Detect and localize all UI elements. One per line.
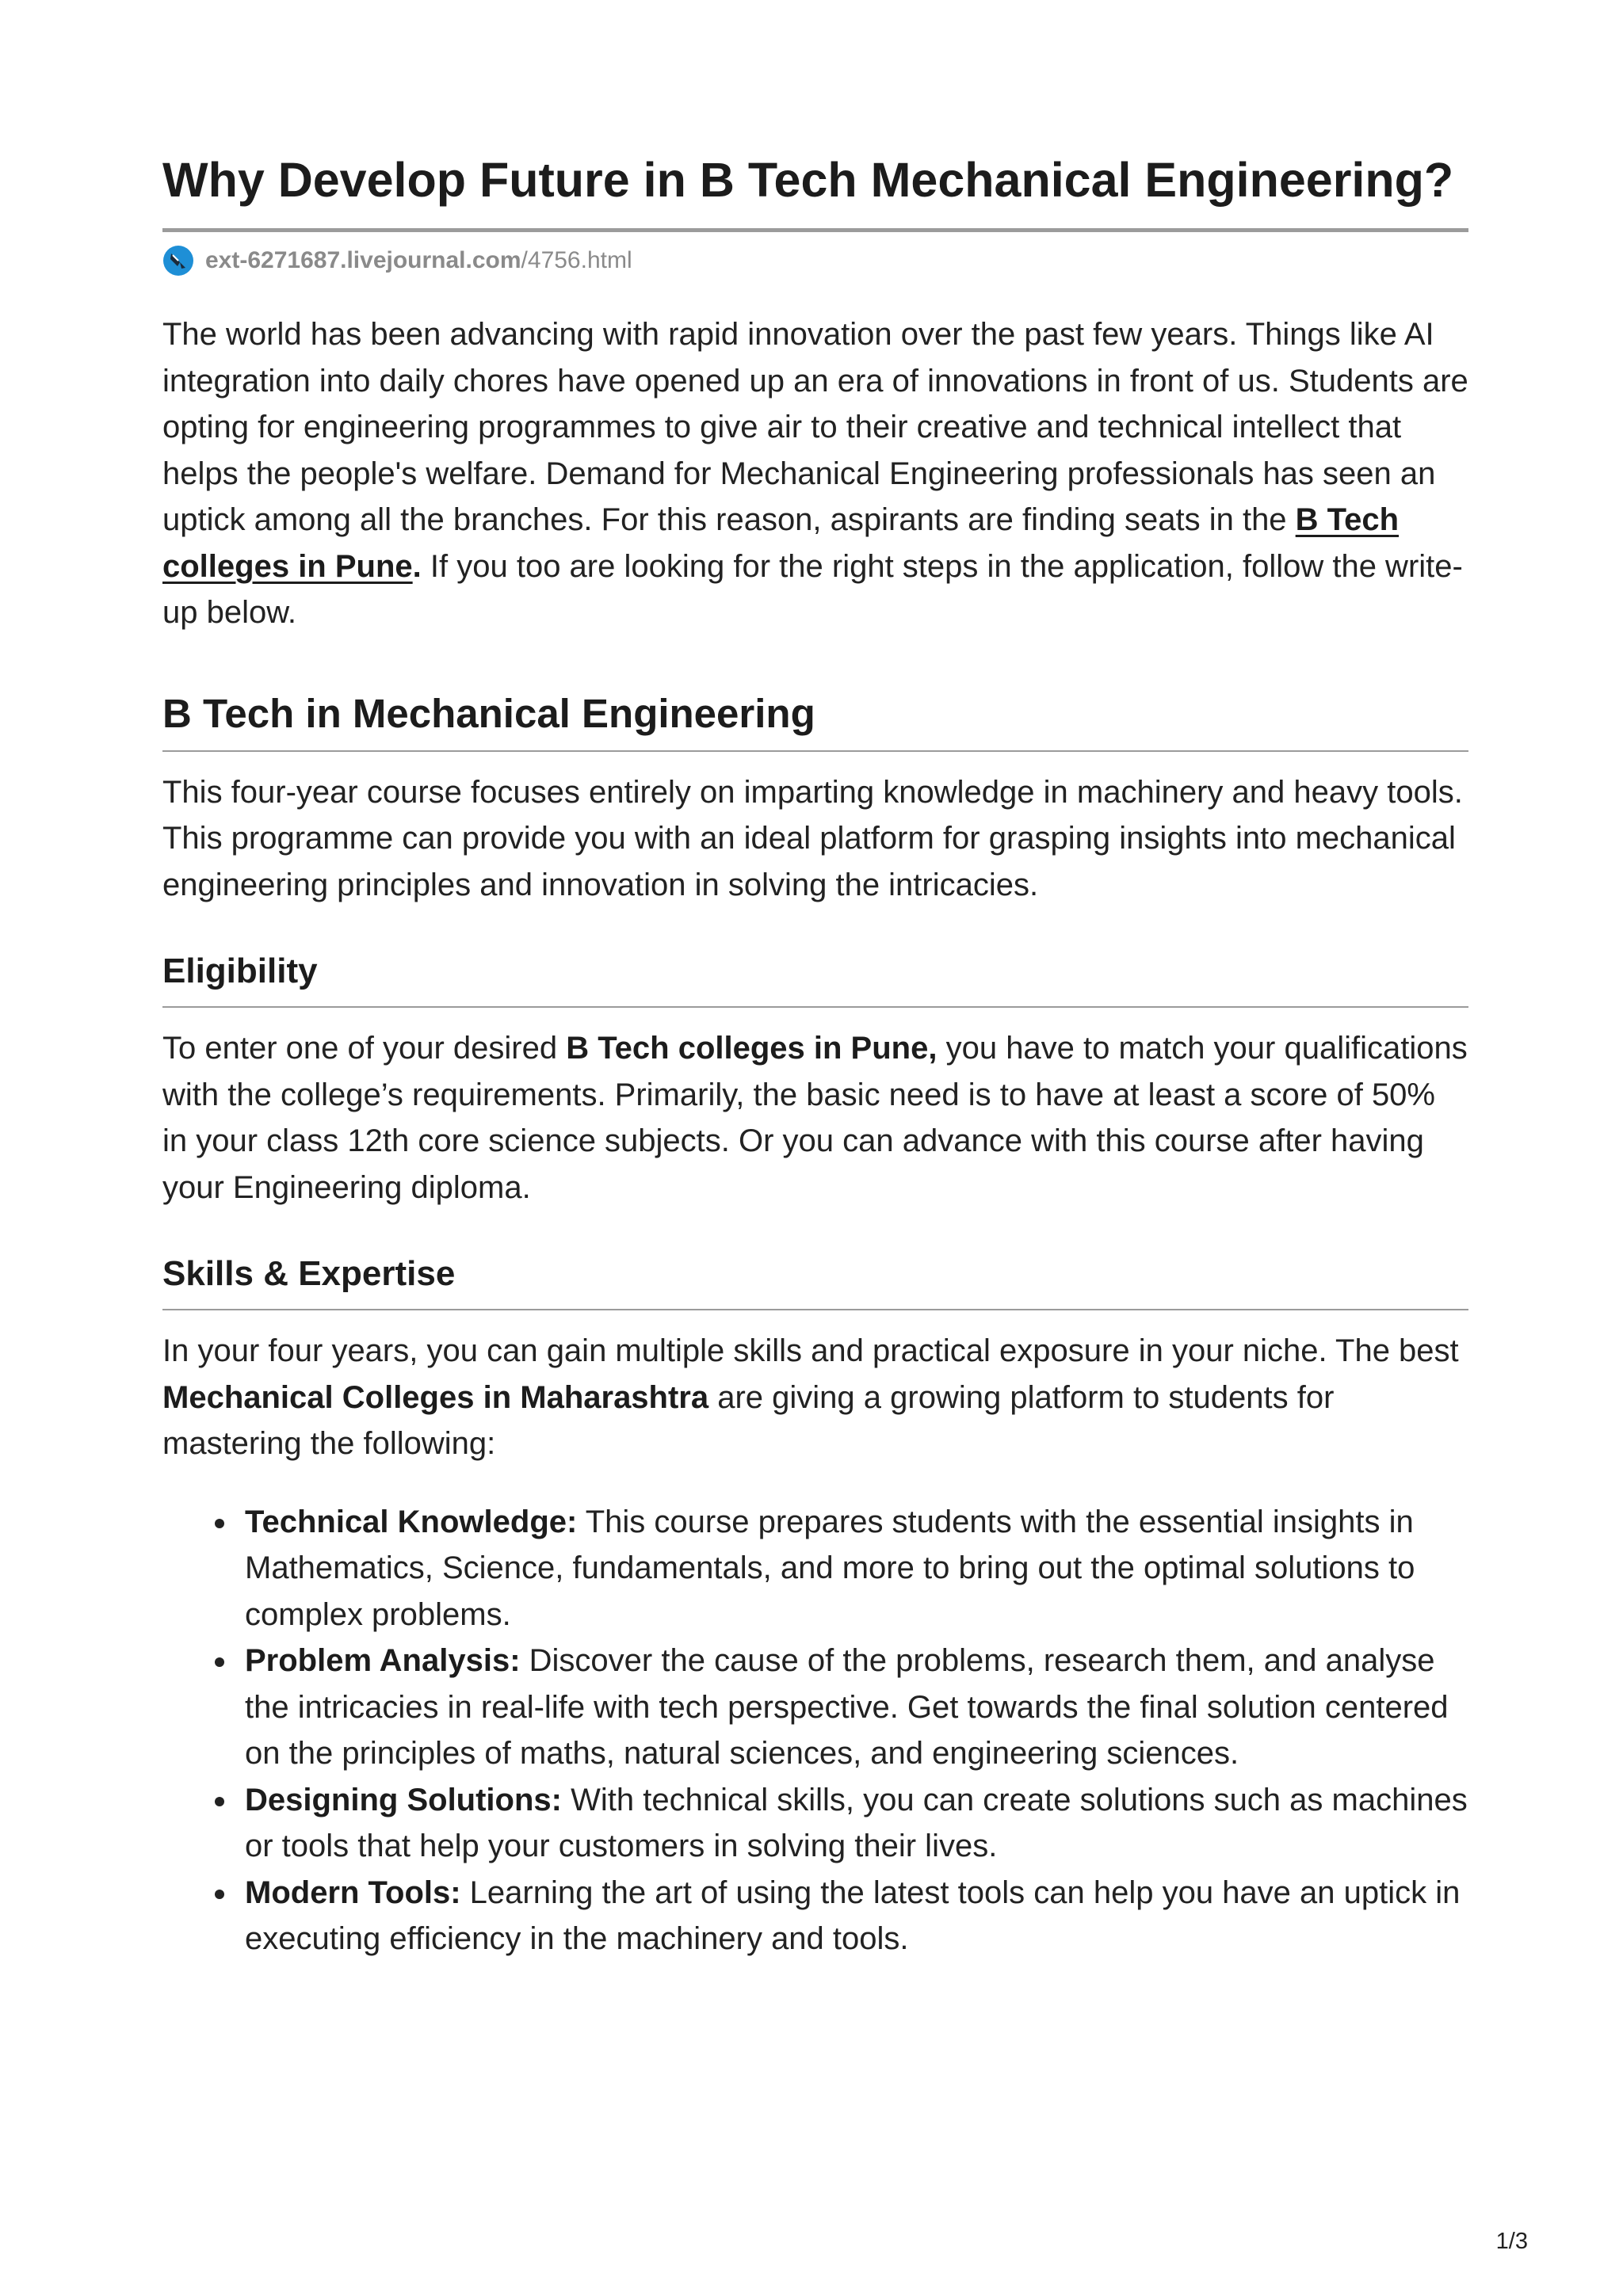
list-item <box>245 1870 1468 1962</box>
source-domain[interactable]: ext-6271687.livejournal.com <box>205 247 521 273</box>
source-path[interactable]: /4756.html <box>521 247 632 273</box>
document-page <box>162 151 1468 1962</box>
intro-link-period: . <box>412 548 422 584</box>
skills-paragraph <box>162 1328 1468 1467</box>
skills-text-start: In your four years, you can gain multiple skills and practical exposure in your niche. The best <box>162 1333 1459 1368</box>
section-heading-eligibility: Eligibility <box>162 949 1468 1008</box>
intro-text-start: The world has been advancing with rapid innovation over the past few years. Things like AI integration into daily chores have opened up an era of innovations in front of us. Students are opting for engineering programmes to give air to their creative and technical intellect that helps the people's welfare. Demand for Mechanical Engineering professionals has seen an uptick among all the branches. For this reason, aspirants are finding seats in the <box>162 317 1468 537</box>
skills-bold-text: Mechanical Colleges in Maharashtra <box>162 1379 709 1415</box>
list-item-label: Modern Tools: <box>245 1875 461 1910</box>
eligibility-text-end: you have to match your qualifications with the college’s requirements. Primarily, the basic need is to have at least a score of 50% in your class 12th core science subjects. Or you can advance with this course after having your Engineering diploma. <box>162 1031 1468 1205</box>
skills-text-end: are giving a growing platform to students for mastering the following: <box>162 1379 1335 1461</box>
mechanical-paragraph: This four-year course focuses entirely on imparting knowledge in machinery and heavy tools. This programme can provide you with an ideal platform for grasping insights into mechanical engineering principles and innovation in solving the intricacies. <box>162 774 1463 902</box>
page-number: 1/3 <box>1495 2229 1528 2254</box>
article-title: Why Develop Future in B Tech Mechanical Engineering? <box>162 151 1468 232</box>
list-item-text: Discover the cause of the problems, research them, and analyse the intricacies in real-life with tech perspective. Get towards the final solution centered on the principles of maths, natural sciences, and engineering sciences. <box>245 1643 1449 1771</box>
livejournal-pen-icon <box>162 245 194 277</box>
eligibility-bold-text: B Tech colleges in Pune, <box>566 1031 938 1066</box>
b-tech-colleges-pune-link[interactable]: B Tech colleges in Pune <box>162 502 1400 584</box>
list-item-text: Learning the art of using the latest tools can help you have an uptick in executing efficiency in the machinery and tools. <box>245 1875 1461 1956</box>
list-item-label: Problem Analysis: <box>245 1643 521 1678</box>
list-item <box>245 1499 1468 1638</box>
list-item <box>245 1638 1468 1777</box>
eligibility-text-start: To enter one of your desired <box>162 1031 567 1066</box>
list-item-text: This course prepares students with the essential insights in Mathematics, Science, fundamentals, and more to bring out the optimal solutions to complex problems. <box>245 1504 1415 1632</box>
intro-paragraph <box>162 311 1468 636</box>
section-heading-mechanical: B Tech in Mechanical Engineering <box>162 688 1468 752</box>
list-item-label: Designing Solutions: <box>245 1782 562 1817</box>
source-line <box>162 243 1468 278</box>
list-item-label: Technical Knowledge: <box>245 1504 578 1539</box>
intro-text-end: If you too are looking for the right steps in the application, follow the write-up below. <box>162 548 1463 630</box>
list-item <box>245 1777 1468 1870</box>
eligibility-paragraph <box>162 1025 1468 1211</box>
skills-list <box>162 1499 1468 1962</box>
section-heading-skills: Skills & Expertise <box>162 1252 1468 1310</box>
list-item-text: With technical skills, you can create solutions such as machines or tools that help your customers in solving their lives. <box>245 1782 1468 1863</box>
